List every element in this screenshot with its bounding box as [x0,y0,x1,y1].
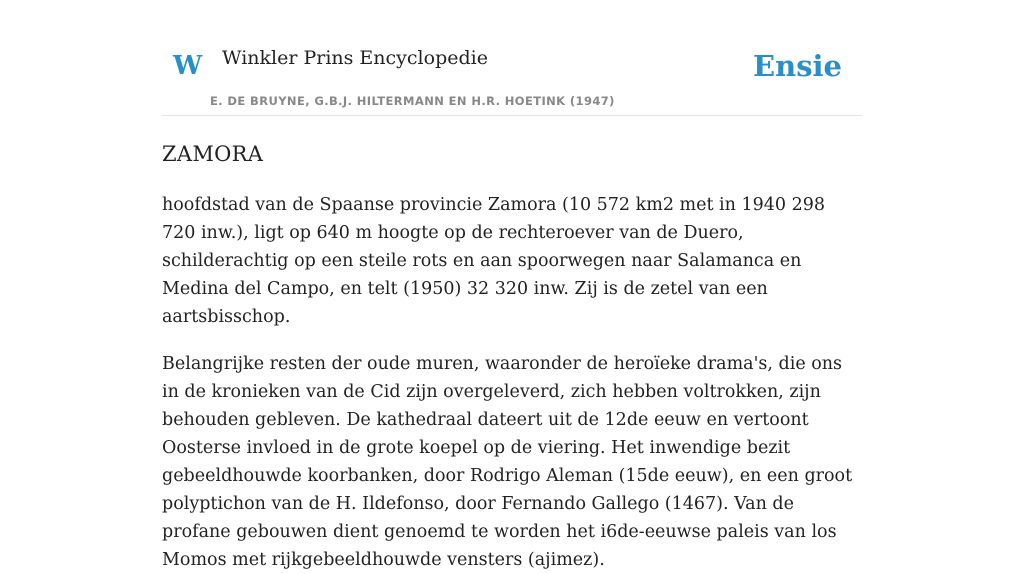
ensie-logo[interactable]: Ensie [753,49,842,83]
article-paragraph-2: Belangrijke resten der oude muren, waaronder de heroïeke drama's, die ons in de kronieken van de Cid zijn overgeleverd, zich hebben voltrokken, zijn behouden gebleven. De kathedraal dateert uit de 12de eeuw en vertoont Oosterse invloed in de grote koepel op de viering. Het inwendige bezit gebeeldhouwde koorbanken, door Rodrigo Aleman (15de eeuw), en een groot polyptichon van de H. Ildefonso, door Fernando Gallego (1467). Van de profane gebouwen dient genoemd te worden het i6de-eeuwse paleis van los Momos met rijkgebeeldhouwde vensters (ajimez). [162,354,853,570]
article-title: ZAMORA [162,142,264,166]
site-title[interactable]: Winkler Prins Encyclopedie [222,47,488,69]
page [162,0,862,570]
site-header [162,0,862,116]
article-paragraph-1: hoofdstad van de Spaanse provincie Zamora (10 572 km2 met in 1940 298 720 inw.), ligt op 640 m hoogte op de rechteroever van de Duero, schilderachtig op een steile rots en aan spoorwegen naar Salamanca en Medina del Campo, en telt (1950) 32 320 inw. Zij is de zetel van een aartsbisschop. [162,195,825,327]
w-logo-icon[interactable]: W [173,51,203,81]
source-authors: E. DE BRUYNE, G.B.J. HILTERMANN EN H.R. HOETINK (1947) [210,94,615,108]
